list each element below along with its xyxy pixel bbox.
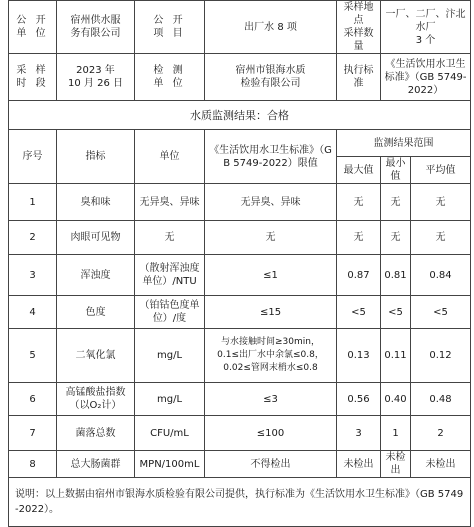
row-max: 0.87 xyxy=(337,255,381,296)
row-indicator: 臭和味 xyxy=(57,184,135,221)
note-text: 说明：以上数据由宿州市银海水质检验有限公司提供，执行标准为《生活饮用水卫生标准》（GB 5749-2022）。 xyxy=(9,478,471,527)
row-indicator: 菌落总数 xyxy=(57,416,135,451)
row-seq: 4 xyxy=(9,296,57,329)
row-limit: 无异臭、异味 xyxy=(205,184,337,221)
row-seq: 3 xyxy=(9,255,57,296)
table-row xyxy=(9,329,471,383)
report-table xyxy=(8,0,471,527)
row-indicator: 二氧化氯 xyxy=(57,329,135,383)
row-limit: 与水接触时间≥30min， 0.1≤出厂水中余氯≤0.8， 0.02≤管网末梢水≤0.8 xyxy=(205,329,337,383)
col-avg: 平均值 xyxy=(411,157,471,184)
item-label: 公 开 项 目 xyxy=(135,1,205,54)
row-avg: 0.84 xyxy=(411,255,471,296)
row-limit: 不得检出 xyxy=(205,451,337,478)
testing-unit-label: 检 测 单 位 xyxy=(135,54,205,101)
row-indicator: 色度 xyxy=(57,296,135,329)
publisher-label: 公 开 单 位 xyxy=(9,1,57,54)
row-indicator: 肉眼可见物 xyxy=(57,221,135,255)
row-min: 无 xyxy=(381,221,411,255)
row-unit: 无 xyxy=(135,221,205,255)
banner-row xyxy=(9,101,471,130)
row-unit: 无异臭、异味 xyxy=(135,184,205,221)
row-seq: 2 xyxy=(9,221,57,255)
row-max: 3 xyxy=(337,416,381,451)
table-row xyxy=(9,451,471,478)
testing-unit-value: 宿州市银海水质 检验有限公司 xyxy=(205,54,337,101)
sampling-site-value: 一厂、二厂、汴北水厂 3 个 xyxy=(381,1,471,54)
table-row xyxy=(9,296,471,329)
col-limit: 《生活饮用水卫生标准》（GB 5749-2022）限值 xyxy=(205,130,337,184)
row-min: 0.40 xyxy=(381,383,411,416)
row-avg: <5 xyxy=(411,296,471,329)
column-header-row-1 xyxy=(9,130,471,157)
table-row xyxy=(9,255,471,296)
row-seq: 8 xyxy=(9,451,57,478)
row-seq: 1 xyxy=(9,184,57,221)
header-row-2 xyxy=(9,54,471,101)
row-avg: 0.48 xyxy=(411,383,471,416)
table-row xyxy=(9,416,471,451)
row-unit: MPN/100mL xyxy=(135,451,205,478)
row-avg: 无 xyxy=(411,184,471,221)
publisher-value: 宿州供水服 务有限公司 xyxy=(57,1,135,54)
row-max: 无 xyxy=(337,184,381,221)
row-avg: 无 xyxy=(411,221,471,255)
row-avg: 0.12 xyxy=(411,329,471,383)
header-row-1 xyxy=(9,1,471,54)
note-row xyxy=(9,478,471,527)
row-indicator: 高锰酸盐指数 （以O₂计） xyxy=(57,383,135,416)
col-range: 监测结果范围 xyxy=(337,130,471,157)
row-max: 0.56 xyxy=(337,383,381,416)
sampling-period-label: 采 样 时 段 xyxy=(9,54,57,101)
row-limit: ≤3 xyxy=(205,383,337,416)
col-unit: 单位 xyxy=(135,130,205,184)
row-min: <5 xyxy=(381,296,411,329)
data-rows xyxy=(9,184,471,478)
water-quality-report xyxy=(8,0,470,527)
row-limit: ≤100 xyxy=(205,416,337,451)
row-unit: （铂钴色度单 位）/度 xyxy=(135,296,205,329)
row-seq: 7 xyxy=(9,416,57,451)
standard-value: 《生活饮用水卫生标准》（GB 5749-2022） xyxy=(381,54,471,101)
row-min: 无 xyxy=(381,184,411,221)
row-unit: mg/L xyxy=(135,383,205,416)
row-indicator: 浑浊度 xyxy=(57,255,135,296)
item-value: 出厂水 8 项 xyxy=(205,1,337,54)
row-seq: 5 xyxy=(9,329,57,383)
result-banner: 水质监测结果：合格 xyxy=(9,101,471,130)
row-min: 1 xyxy=(381,416,411,451)
row-indicator: 总大肠菌群 xyxy=(57,451,135,478)
table-row xyxy=(9,184,471,221)
row-limit: ≤1 xyxy=(205,255,337,296)
standard-label: 执行标准 xyxy=(337,54,381,101)
row-max: 无 xyxy=(337,221,381,255)
row-max: 未检出 xyxy=(337,451,381,478)
table-row xyxy=(9,383,471,416)
sampling-period-value: 2023 年 10 月 26 日 xyxy=(57,54,135,101)
row-limit: 无 xyxy=(205,221,337,255)
row-min: 0.11 xyxy=(381,329,411,383)
row-unit: CFU/mL xyxy=(135,416,205,451)
row-max: 0.13 xyxy=(337,329,381,383)
col-min: 最小值 xyxy=(381,157,411,184)
row-limit: ≤15 xyxy=(205,296,337,329)
row-avg: 2 xyxy=(411,416,471,451)
row-unit: （散射浑浊度 单位）/NTU xyxy=(135,255,205,296)
row-min: 0.81 xyxy=(381,255,411,296)
row-max: <5 xyxy=(337,296,381,329)
col-indicator: 指标 xyxy=(57,130,135,184)
row-seq: 6 xyxy=(9,383,57,416)
row-unit: mg/L xyxy=(135,329,205,383)
sampling-site-label: 采样地点 采样数量 xyxy=(337,1,381,54)
col-max: 最大值 xyxy=(337,157,381,184)
table-row xyxy=(9,221,471,255)
col-seq: 序号 xyxy=(9,130,57,184)
row-min: 未检出 xyxy=(381,451,411,478)
row-avg: 未检出 xyxy=(411,451,471,478)
